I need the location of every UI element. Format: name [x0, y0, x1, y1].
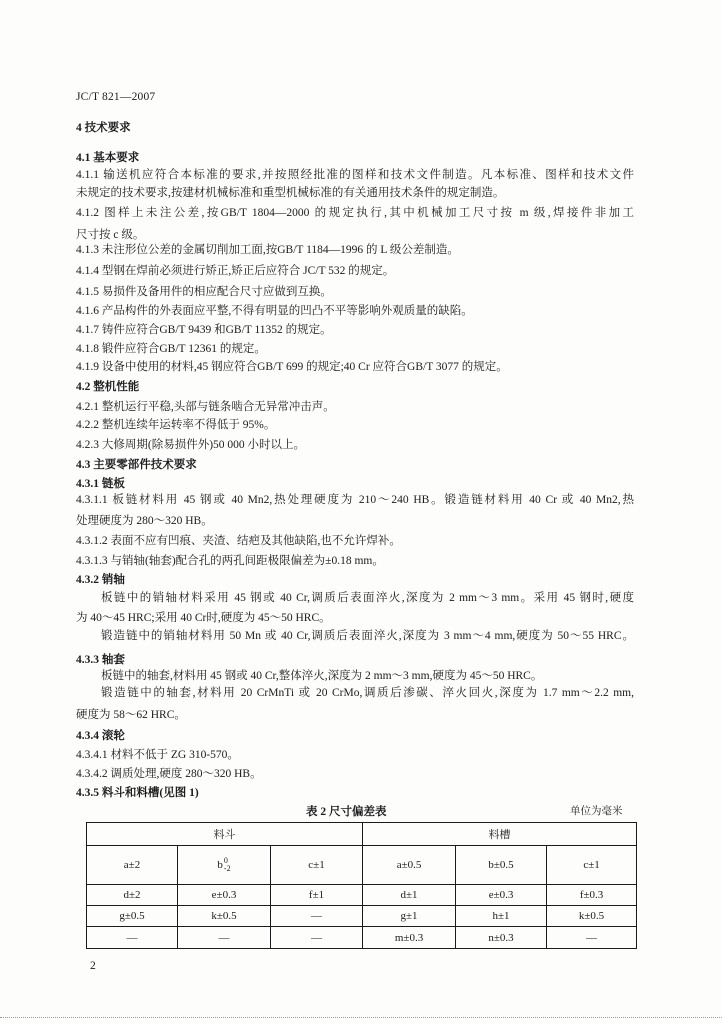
table-caption: 表 2 尺寸偏差表	[306, 806, 387, 818]
table-cell-b-tolerance	[178, 846, 271, 885]
table-cell: d±1	[363, 885, 456, 906]
table-cell: b±0.5	[456, 846, 547, 885]
clause-4-1-2-cont: 尺寸按 c 级。	[76, 229, 145, 241]
b-tolerance	[217, 857, 230, 873]
b-tolerance-lower: -2	[223, 864, 231, 873]
clause-4-3-1-2: 4.3.1.2 表面不应有凹痕、夹渣、结疤及其他缺陷,也不允许焊补。	[76, 535, 401, 547]
clause-4-2-2: 4.2.2 整机连续年运转率不得低于 95%。	[76, 419, 276, 431]
table-cell: n±0.3	[456, 927, 547, 949]
table-cell: —	[271, 927, 363, 949]
table-row	[87, 927, 637, 949]
table-cell: d±2	[87, 885, 178, 906]
table-cell: —	[87, 927, 178, 949]
group-header-hopper: 料斗	[87, 823, 363, 846]
b-tolerance-base: b	[217, 859, 223, 871]
section-4-3-heading: 4.3 主要零部件技术要求	[76, 459, 197, 471]
table-cell: g±1	[363, 906, 456, 927]
b-tolerance-upper: 0	[223, 856, 228, 865]
clause-4-1-7: 4.1.7 铸件应符合GB/T 9439 和GB/T 11352 的规定。	[76, 324, 332, 336]
section-4-3-2-heading: 4.3.2 销轴	[76, 574, 125, 586]
clause-4-1-2: 4.1.2 图样上未注公差,按GB/T 1804—2000 的规定执行,其中机械加工尺寸按 m 级,焊接件非加工	[76, 207, 634, 219]
table-cell: f±0.3	[547, 885, 637, 906]
clause-4-1-5: 4.1.5 易损件及备用件的相应配合尺寸应做到互换。	[76, 286, 332, 298]
table-cell: e±0.3	[178, 885, 271, 906]
table-cell: a±2	[87, 846, 178, 885]
section-4-3-5-heading: 4.3.5 料斗和料槽(见图 1)	[76, 787, 199, 799]
clause-4-1-1: 4.1.1 输送机应符合本标准的要求,并按照经批准的图样和技术文件制造。凡本标准、图样和技术文件	[76, 169, 634, 181]
clause-4-1-8: 4.1.8 锻件应符合GB/T 12361 的规定。	[76, 343, 266, 355]
clause-4-2-1: 4.2.1 整机运行平稳,头部与链条啮合无异常冲击声。	[76, 401, 335, 413]
table-row	[87, 846, 637, 885]
clause-4-3-1-1: 4.3.1.1 板链材料用 45 钢或 40 Mn2,热处理硬度为 210～240 HB。锻造链材料用 40 Cr 或 40 Mn2,热	[76, 494, 634, 506]
table-cell: c±1	[547, 846, 637, 885]
page-number: 2	[90, 960, 96, 972]
table-header-row	[87, 823, 637, 846]
clause-4-1-6: 4.1.6 产品构件的外表面应平整,不得有明显的凹凸不平等影响外观质量的缺陷。	[76, 305, 473, 317]
table-cell: h±1	[456, 906, 547, 927]
standard-code-header: JC/T 821—2007	[76, 91, 156, 103]
clause-4-3-2-para2: 锻造链中的销轴材料用 50 Mn 或 40 Cr,调质后表面淬火,深度为 3 mm～4 mm,硬度为 50～55 HRC。	[101, 630, 634, 642]
table-cell: c±1	[271, 846, 363, 885]
clause-4-3-1-1-cont: 处理硬度为 280～320 HB。	[76, 515, 213, 527]
clause-4-3-3-para2-cont: 硬度为 58～62 HRC。	[76, 709, 186, 721]
section-4-heading: 4 技术要求	[76, 122, 131, 134]
table-row	[87, 906, 637, 927]
table-cell: —	[271, 906, 363, 927]
clause-4-3-3-para1: 板链中的轴套,材料用 45 钢或 40 Cr,整体淬火,深度为 2 mm～3 mm,硬度为 45～50 HRC。	[101, 670, 543, 682]
clause-4-2-3: 4.2.3 大修周期(除易损件外)50 000 小时以上。	[76, 439, 306, 451]
section-4-3-4-heading: 4.3.4 滚轮	[76, 730, 125, 742]
clause-4-3-3-para2: 锻造链中的轴套,材料用 20 CrMnTi 或 20 CrMo,调质后渗碳、淬火回火,深度为 1.7 mm～2.2 mm,	[101, 687, 634, 699]
clause-4-1-9: 4.1.9 设备中使用的材料,45 钢应符合GB/T 699 的规定;40 Cr 应符合GB/T 3077 的规定。	[76, 361, 508, 373]
table-cell: a±0.5	[363, 846, 456, 885]
table-cell: k±0.5	[547, 906, 637, 927]
table-cell: —	[178, 927, 271, 949]
table-cell: f±1	[271, 885, 363, 906]
clause-4-1-3: 4.1.3 未注形位公差的金属切削加工面,按GB/T 1184—1996 的 L 级公差制造。	[76, 244, 459, 256]
clause-4-1-1-cont: 未规定的技术要求,按建材机械标准和重型机械标准的有关通用技术条件的规定制造。	[76, 187, 505, 199]
clause-4-3-2-para1: 板链中的销轴材料采用 45 钢或 40 Cr,调质后表面淬火,深度为 2 mm～3 mm。采用 45 钢时,硬度	[101, 592, 634, 604]
section-4-2-heading: 4.2 整机性能	[76, 381, 140, 393]
section-4-3-3-heading: 4.3.3 轴套	[76, 654, 125, 666]
clause-4-3-4-1: 4.3.4.1 材料不低于 ZG 310-570。	[76, 749, 239, 761]
scan-edge-dotted-line	[0, 1017, 722, 1018]
clause-4-3-4-2: 4.3.4.2 调质处理,硬度 280～320 HB。	[76, 768, 262, 780]
section-4-1-heading: 4.1 基本要求	[76, 152, 140, 164]
section-4-3-1-heading: 4.3.1 链板	[76, 478, 125, 490]
clause-4-1-4: 4.1.4 型钢在焊前必须进行矫正,矫正后应符合 JC/T 532 的规定。	[76, 265, 395, 277]
table-cell: k±0.5	[178, 906, 271, 927]
table-unit-note: 单位为毫米	[570, 806, 623, 817]
group-header-trough: 料槽	[363, 823, 637, 846]
table-cell: m±0.3	[363, 927, 456, 949]
table-cell: —	[547, 927, 637, 949]
table-cell: g±0.5	[87, 906, 178, 927]
dimension-deviation-table	[86, 822, 637, 949]
table-row	[87, 885, 637, 906]
table-cell: e±0.3	[456, 885, 547, 906]
clause-4-3-1-3: 4.3.1.3 与销轴(轴套)配合孔的两孔间距极限偏差为±0.18 mm。	[76, 555, 384, 567]
clause-4-3-2-para1-cont: 为 40～45 HRC;采用 40 Cr时,硬度为 45～50 HRC。	[76, 612, 331, 624]
